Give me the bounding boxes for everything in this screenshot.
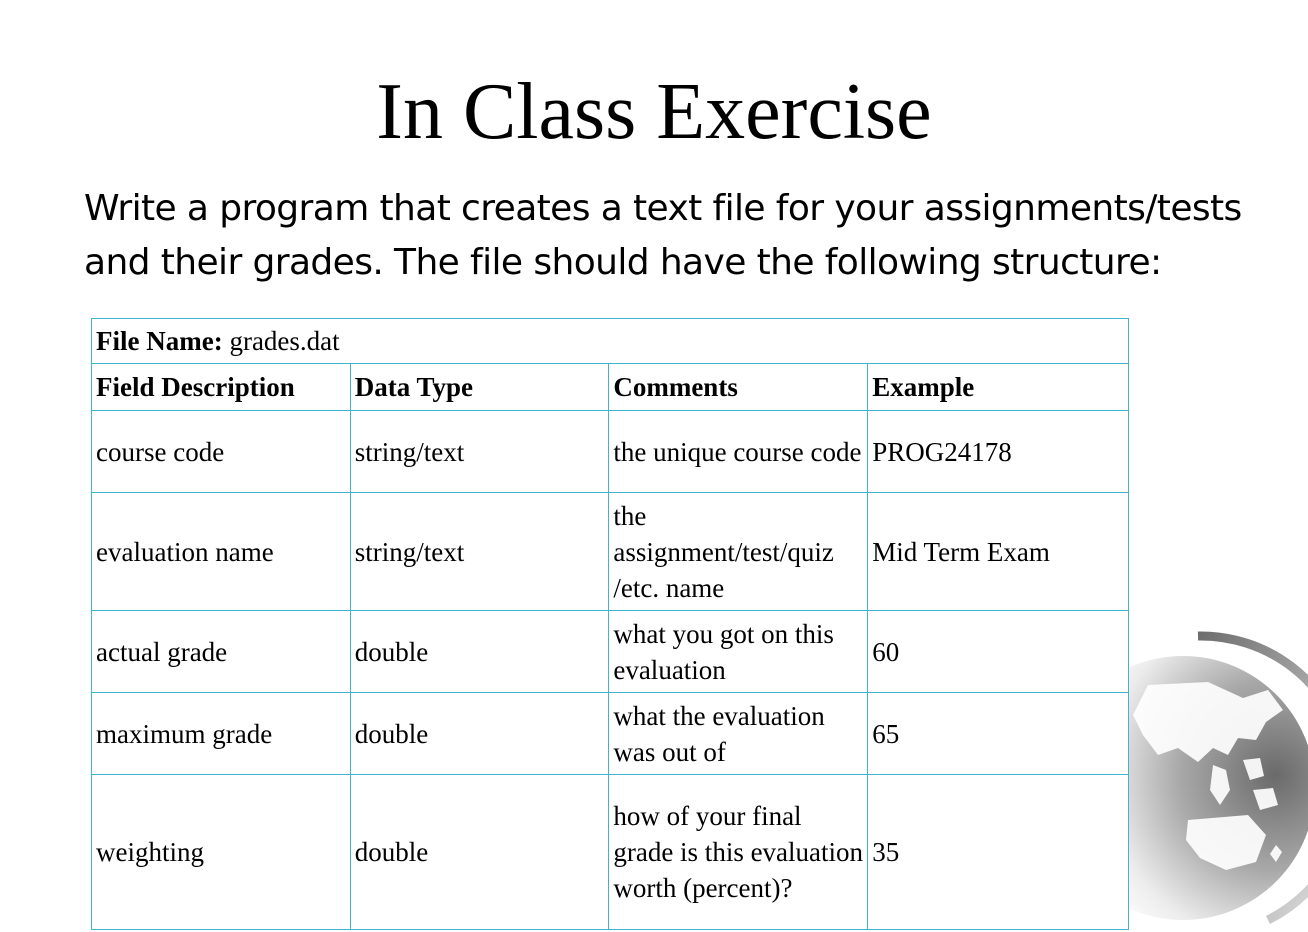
grades-file-structure-table [91, 318, 1129, 930]
slide-title: In Class Exercise [376, 68, 932, 156]
cell-field-description: maximum grade [92, 693, 351, 775]
table-row [92, 493, 1129, 611]
cell-data-type: string/text [350, 493, 609, 611]
file-name-label: File Name: [96, 326, 223, 356]
header-data-type: Data Type [350, 364, 609, 411]
header-example: Example [868, 364, 1129, 411]
cell-field-description: course code [92, 411, 351, 493]
table-row [92, 411, 1129, 493]
cell-example: Mid Term Exam [868, 493, 1129, 611]
header-comments: Comments [609, 364, 868, 411]
cell-data-type: string/text [350, 411, 609, 493]
cell-field-description: evaluation name [92, 493, 351, 611]
table-row [92, 775, 1129, 930]
cell-data-type: double [350, 611, 609, 693]
table-row [92, 693, 1129, 775]
file-name-cell [92, 319, 1129, 364]
cell-field-description: weighting [92, 775, 351, 930]
table-row [92, 611, 1129, 693]
cell-example: 60 [868, 611, 1129, 693]
cell-data-type: double [350, 693, 609, 775]
cell-example: 35 [868, 775, 1129, 930]
cell-comments: what the evaluation was out of [609, 693, 868, 775]
cell-comments: how of your final grade is this evaluation worth (percent)? [609, 775, 868, 930]
cell-comments: the assignment/test/quiz /etc. name [609, 493, 868, 611]
cell-field-description: actual grade [92, 611, 351, 693]
cell-comments: what you got on this evaluation [609, 611, 868, 693]
cell-example: 65 [868, 693, 1129, 775]
cell-comments: the unique course code [609, 411, 868, 493]
instructions-text: Write a program that creates a text file for your assignments/tests and their grades. The file should have the following structure: [84, 188, 1242, 283]
file-name-value: grades.dat [229, 326, 340, 356]
header-field-description: Field Description [92, 364, 351, 411]
cell-example: PROG24178 [868, 411, 1129, 493]
cell-data-type: double [350, 775, 609, 930]
header-row [92, 364, 1129, 411]
file-name-row [92, 319, 1129, 364]
